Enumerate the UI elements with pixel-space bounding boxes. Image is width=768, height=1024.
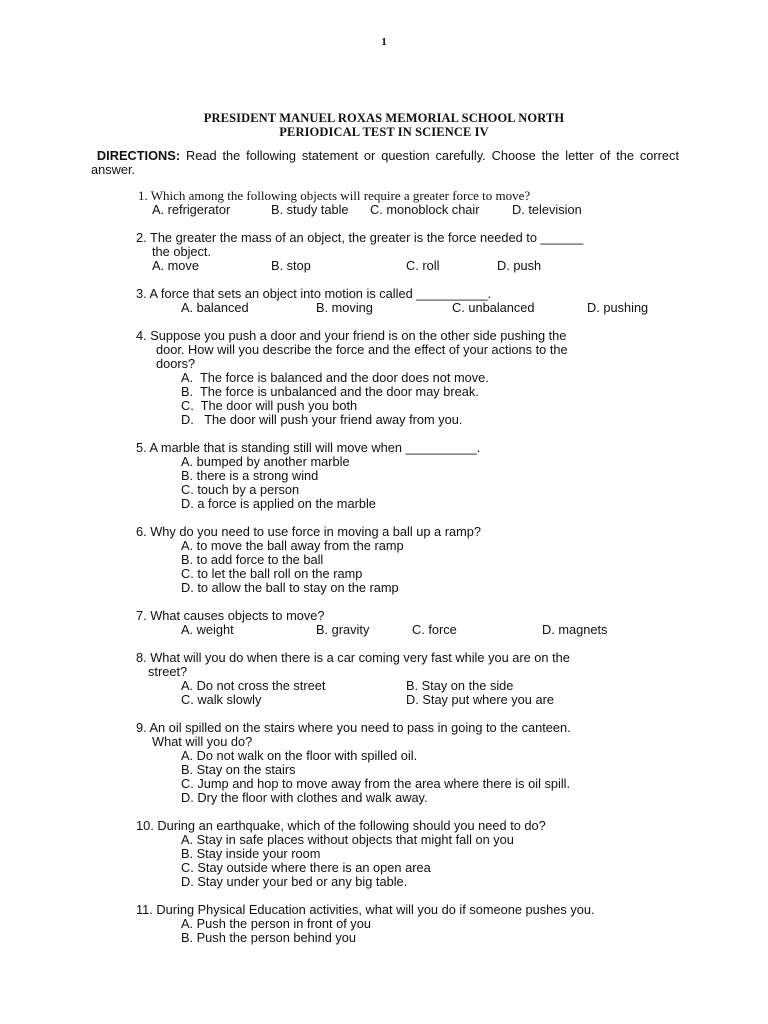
question-text: 8. What will you do when there is a car coming very fast while you are on the (136, 650, 570, 665)
option-b: B. The force is unbalanced and the door may break. (181, 384, 479, 399)
question-text: 4. Suppose you push a door and your friend is on the other side pushing the (136, 328, 567, 343)
question-text-cont: What will you do? (152, 734, 253, 749)
option-c: C. Jump and hop to move away from the area where there is oil spill. (181, 776, 571, 791)
test-title: PERIODICAL TEST IN SCIENCE IV (279, 125, 489, 139)
option-a: A. refrigerator (152, 202, 231, 217)
option-a: A. bumped by another marble (181, 454, 350, 469)
option-b: B. there is a strong wind (181, 468, 319, 483)
question-text: 11. During Physical Education activities, what will you do if someone pushes you. (136, 902, 595, 917)
option-a: A. Do not cross the street (181, 678, 326, 693)
question-text-cont: the object. (152, 244, 212, 259)
question-text-cont: street? (148, 664, 188, 679)
option-d: D. pushing (587, 300, 649, 315)
option-c: C. monoblock chair (370, 202, 480, 217)
option-b: B. to add force to the ball (181, 552, 324, 567)
option-b: B. Stay on the stairs (181, 762, 296, 777)
question-text: 10. During an earthquake, which of the following should you need to do? (136, 818, 546, 833)
option-b: B. stop (271, 258, 311, 273)
option-b: B. gravity (316, 622, 370, 637)
question-text: 5. A marble that is standing still will move when __________. (136, 440, 481, 455)
option-d: D. push (497, 258, 542, 273)
directions-text: Read the following statement or question carefully. Choose the letter of the correct answer. (91, 148, 679, 177)
option-b: B. Push the person behind you (181, 930, 357, 945)
option-d: D. television (512, 202, 582, 217)
option-d: D. magnets (542, 622, 608, 637)
question-text: 7. What causes objects to move? (136, 608, 325, 623)
option-c: C. touch by a person (181, 482, 300, 497)
option-d: D. Stay under your bed or any big table. (181, 874, 408, 889)
question-text: 3. A force that sets an object into motion is called __________. (136, 286, 491, 301)
question-text-cont: doors? (156, 356, 196, 371)
option-a: A. Push the person in front of you (181, 916, 371, 931)
option-c: C. Stay outside where there is an open area (181, 860, 431, 875)
option-b: B. study table (271, 202, 349, 217)
option-a: A. balanced (181, 300, 249, 315)
option-b: B. Stay on the side (406, 678, 514, 693)
question-text: 2. The greater the mass of an object, the greater is the force needed to ______ (136, 230, 584, 245)
option-b: B. Stay inside your room (181, 846, 321, 861)
directions-label: DIRECTIONS: (96, 148, 181, 163)
page-number: 1 (381, 36, 387, 48)
option-d: D. Dry the floor with clothes and walk away. (181, 790, 428, 805)
option-a: A. Stay in safe places without objects that might fall on you (181, 832, 514, 847)
question-text: 1. Which among the following objects will require a greater force to move? (138, 188, 531, 203)
option-c: C. force (412, 622, 457, 637)
option-c: C. roll (406, 258, 440, 273)
option-c: C. unbalanced (452, 300, 535, 315)
question-text: 9. An oil spilled on the stairs where you need to pass in going to the canteen. (136, 720, 571, 735)
option-a: A. Do not walk on the floor with spilled oil. (181, 748, 418, 763)
question-text-cont: door. How will you describe the force and the effect of your actions to the (156, 342, 568, 357)
option-a: A. move (152, 258, 199, 273)
option-c: C. to let the ball roll on the ramp (181, 566, 363, 581)
option-b: B. moving (316, 300, 373, 315)
school-title: PRESIDENT MANUEL ROXAS MEMORIAL SCHOOL NORTH (203, 111, 565, 125)
directions (91, 149, 679, 177)
option-a: A. The force is balanced and the door does not move. (181, 370, 489, 385)
option-a: A. to move the ball away from the ramp (181, 538, 404, 553)
option-a: A. weight (181, 622, 234, 637)
option-d: D. a force is applied on the marble (181, 496, 376, 511)
option-d: D. The door will push your friend away from you. (181, 412, 463, 427)
question-text: 6. Why do you need to use force in moving a ball up a ramp? (136, 524, 482, 539)
option-d: D. to allow the ball to stay on the ramp (181, 580, 399, 595)
option-d: D. Stay put where you are (406, 692, 554, 707)
option-c: C. The door will push you both (181, 398, 358, 413)
option-c: C. walk slowly (181, 692, 262, 707)
